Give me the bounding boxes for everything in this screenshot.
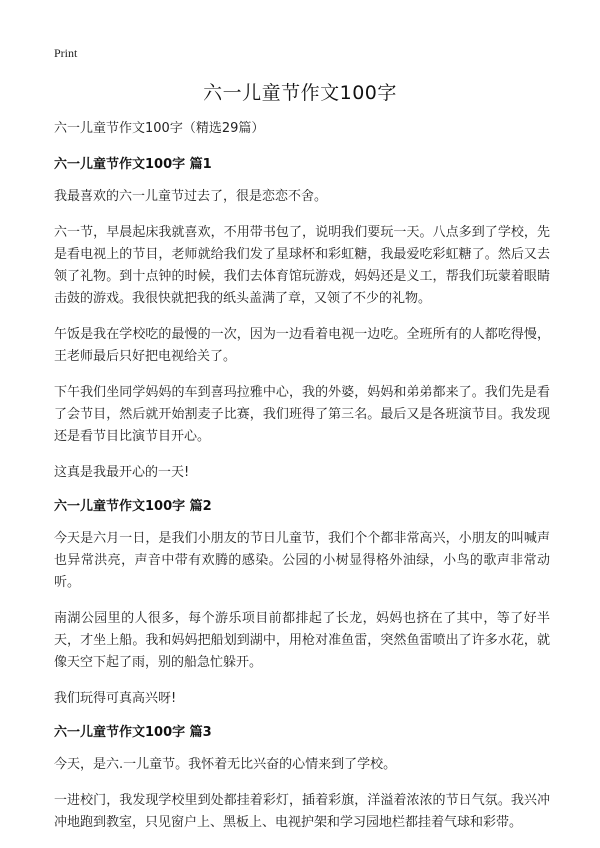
- print-link[interactable]: Print: [54, 46, 78, 60]
- page-title: 六一儿童节作文100字: [203, 82, 397, 104]
- paragraph: 下午我们坐同学妈妈的车到喜玛拉雅中心，我的外婆，妈妈和弟弟都来了。我们先是看了会节目，然后就开始割麦子比赛，我们班得了第三名。最后又是各班演节目。我发现还是看节目比演节目开心。: [54, 385, 550, 444]
- paragraph: 今天，是六.一儿童节。我怀着无比兴奋的心情来到了学校。: [54, 757, 397, 772]
- section-heading: 六一儿童节作文100字 篇2: [54, 499, 212, 514]
- paragraph: 这真是我最开心的一天!: [54, 465, 190, 480]
- paragraph: 南湖公园里的人很多，每个游乐项目前都排起了长龙，妈妈也挤在了其中，等了好半天，才坐上船。我和妈妈把船划到湖中，用枪对准鱼雷，突然鱼雷喷出了许多水花，就像天空下起了雨，别的船急忙躲开。: [54, 611, 550, 670]
- section-3: [54, 724, 550, 834]
- paragraph: 我最喜欢的六一儿童节过去了，很是恋恋不舍。: [54, 189, 328, 204]
- paragraph: 午饭是我在学校吃的最慢的一次，因为一边看着电视一边吃。全班所有的人都吃得慢，王老师最后只好把电视给关了。: [54, 327, 550, 364]
- paragraph: 一进校门，我发现学校里到处都挂着彩灯，插着彩旗，洋溢着浓浓的节日气氛。我兴冲冲地跑到教室，只见窗户上、黑板上、电视护架和学习园地栏都挂着气球和彩带。: [54, 793, 550, 830]
- paragraph: 六一节，早晨起床我就喜欢，不用带书包了，说明我们要玩一天。八点多到了学校，先是看电视上的节目，老师就给我们发了星球杯和彩虹糖，我最爱吃彩虹糖了。然后又去领了礼物。到十点钟的时候，我们去体育馆玩游戏，妈妈还是义工，帮我们玩蒙着眼睛击鼓的游戏。我很快就把我的纸头盖满了章，又领了不少的礼物。: [54, 225, 550, 306]
- article-subtitle: 六一儿童节作文100字（精选29篇）: [54, 121, 265, 136]
- section-1: [54, 156, 550, 484]
- paragraph: 我们玩得可真高兴呀!: [54, 691, 177, 706]
- paragraph: 今天是六月一日，是我们小朋友的节日儿童节，我们个个都非常高兴，小朋友的叫喊声也异常洪亮，声音中带有欢腾的感染。公园的小树显得格外油绿，小鸟的歌声非常动听。: [54, 531, 550, 590]
- section-2: [54, 498, 550, 710]
- section-heading: 六一儿童节作文100字 篇3: [54, 725, 212, 740]
- section-heading: 六一儿童节作文100字 篇1: [54, 157, 212, 172]
- article-body: [54, 120, 550, 848]
